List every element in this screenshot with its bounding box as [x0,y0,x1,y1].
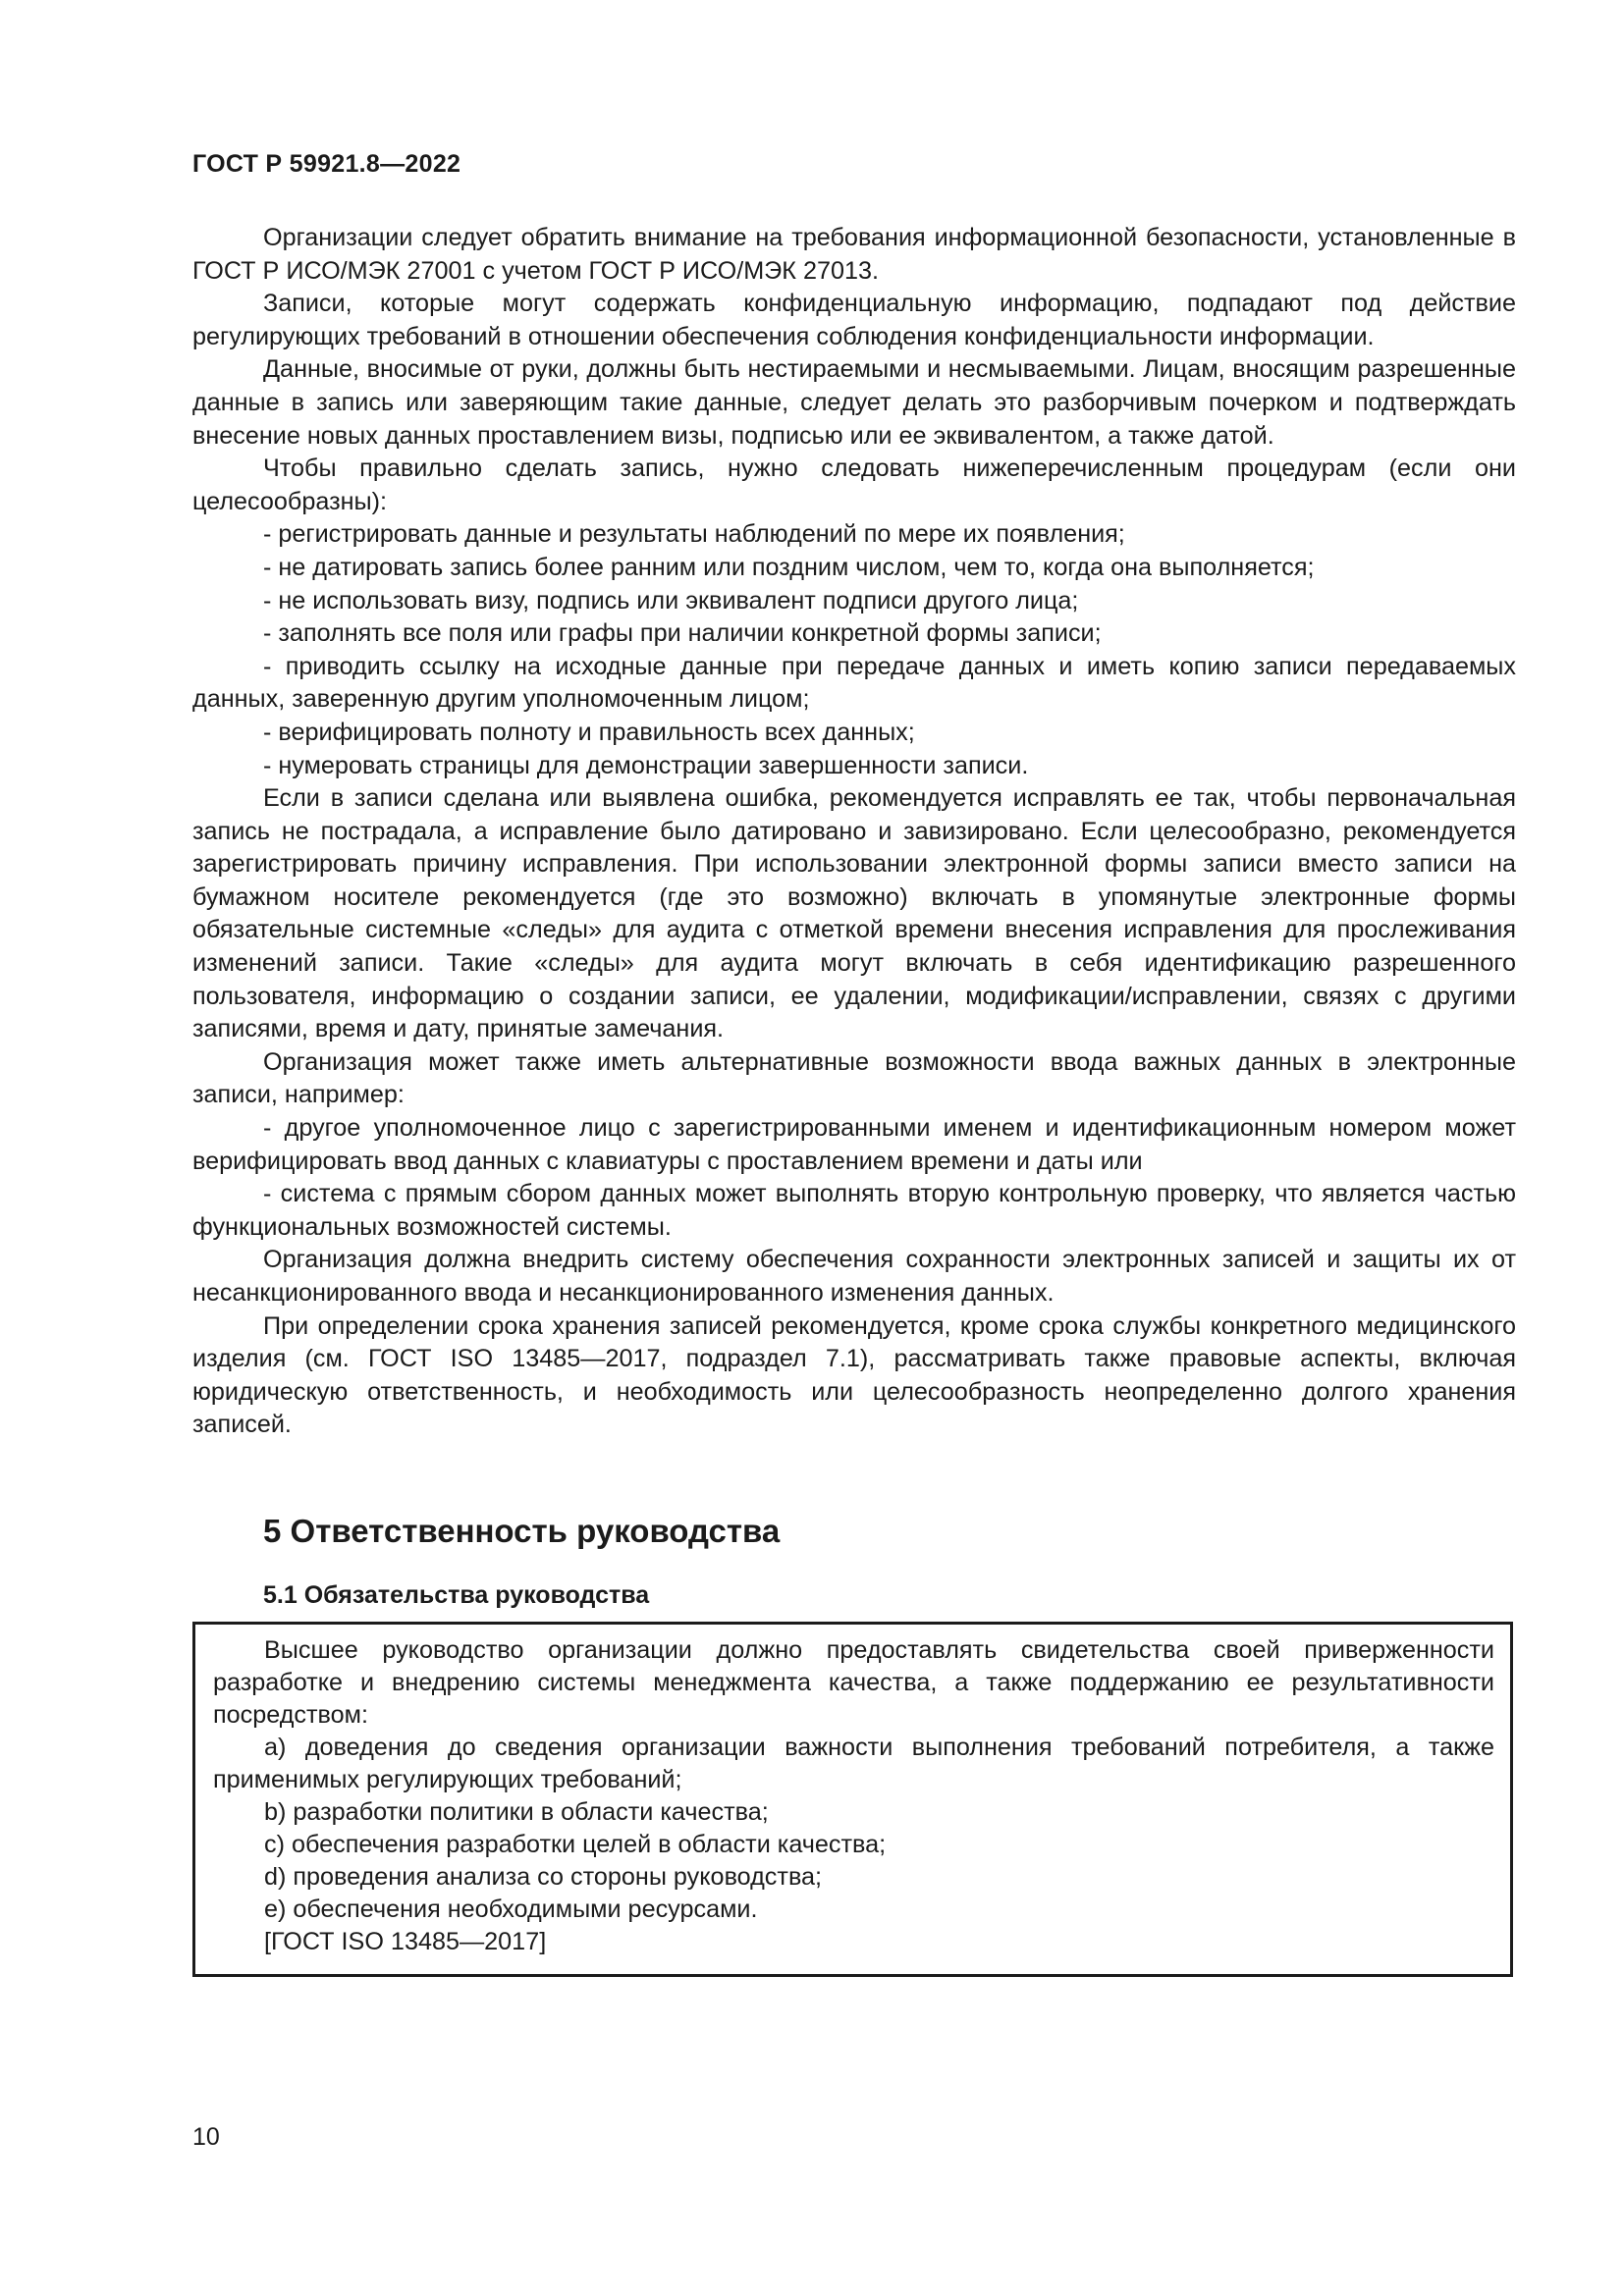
paragraph: Если в записи сделана или выявлена ошибка, рекомендуется исправлять ее так, чтобы первоначальная запись не пострадала, а исправление было датировано и завизировано. Если целесообразно, рекомендуется зарегистрировать причину исправления. При использовании электронной формы записи вместо записи на бумажном носителе рекомендуется (где это возможно) включать в упомянутые электронные формы обязательные системные «следы» для аудита с отметкой времени внесения исправления для прослеживания изменений записи. Такие «следы» для аудита могут включать в себя идентификацию разрешенного пользователя, информацию о создании записи, ее удалении, модификации/исправлении, связях с другими записями, время и дату, принятые замечания. [192,784,1516,1043]
list-item: - не использовать визу, подпись или эквивалент подписи другого лица; [263,586,1079,614]
list-item: - приводить ссылку на исходные данные при передаче данных и иметь копию записи передаваемых данных, заверенную другим уполномоченным лицом; [192,652,1516,714]
reference-citation: [ГОСТ ISO 13485—2017] [264,1928,547,1955]
paragraph: Данные, вносимые от руки, должны быть нестираемыми и несмываемыми. Лицам, вносящим разрешенные данные в запись или заверяющим такие данные, следует делать это разборчивым почерком и подтверждать внесение новых данных проставлением визы, подписью или ее эквивалентом, а также датой. [192,355,1516,450]
paragraph: Организация должна внедрить систему обеспечения сохранности электронных записей и защиты их от несанкционированного ввода и несанкционированного изменения данных. [192,1246,1516,1307]
list-item: - заполнять все поля или графы при наличии конкретной формы записи; [263,619,1102,648]
list-item: - не датировать запись более ранним или поздним числом, чем то, когда она выполняется; [263,553,1315,581]
paragraph: Чтобы правильно сделать запись, нужно следовать нижеперечисленным процедурам (если они целесообразны): [192,454,1516,515]
list-item: - другое уполномоченное лицо с зарегистрированными именем и идентификационным номером может верифицировать ввод данных с клавиатуры с проставлением времени и даты или [192,1114,1516,1175]
paragraph: Высшее руководство организации должно предоставлять свидетельства своей приверженности разработке и внедрению системы менеджмента качества, а также поддержанию ее результативности посредством: [213,1636,1494,1729]
list-item: e) обеспечения необходимыми ресурсами. [264,1896,758,1923]
paragraph: Записи, которые могут содержать конфиденциальную информацию, подпадают под действие регулирующих требований в отношении обеспечения соблюдения конфиденциальности информации. [192,290,1516,350]
document-code-header: ГОСТ Р 59921.8—2022 [192,150,461,178]
paragraph: Организации следует обратить внимание на требования информационной безопасности, установленные в ГОСТ Р ИСО/МЭК 27001 с учетом ГОСТ Р ИСО/МЭК 27013. [192,224,1516,285]
paragraph: При определении срока хранения записей рекомендуется, кроме срока службы конкретного медицинского изделия (см. ГОСТ ISO 13485—2017, подраздел 7.1), рассматривать также правовые аспекты, включая юридическую ответственность, и необходимость или целесообразность неопределенно долгого хранения записей. [192,1311,1516,1439]
quoted-requirement-box [192,1622,1513,1977]
list-item: b) разработки политики в области качества; [264,1798,769,1826]
list-item: - регистрировать данные и результаты наблюдений по мере их появления; [263,520,1125,549]
list-item: - нумеровать страницы для демонстрации завершенности записи. [263,751,1029,779]
list-item: c) обеспечения разработки целей в области качества; [264,1831,887,1858]
list-item: d) проведения анализа со стороны руководства; [264,1863,823,1891]
subsection-heading: 5.1 Обязательства руководства [263,1581,650,1609]
list-item: a) доведения до сведения организации важности выполнения требований потребителя, а также применимых регулирующих требований; [213,1734,1494,1793]
page-number: 10 [192,2123,220,2151]
list-item: - верифицировать полноту и правильность всех данных; [263,718,915,746]
section-heading: 5 Ответственность руководства [263,1513,781,1549]
list-item: - система с прямым сбором данных может выполнять вторую контрольную проверку, что является частью функциональных возможностей системы. [192,1180,1516,1241]
quoted-requirement-text [213,1634,1494,1958]
paragraph: Организация может также иметь альтернативные возможности ввода важных данных в электронные записи, например: [192,1047,1516,1109]
body-text [192,222,1516,1442]
